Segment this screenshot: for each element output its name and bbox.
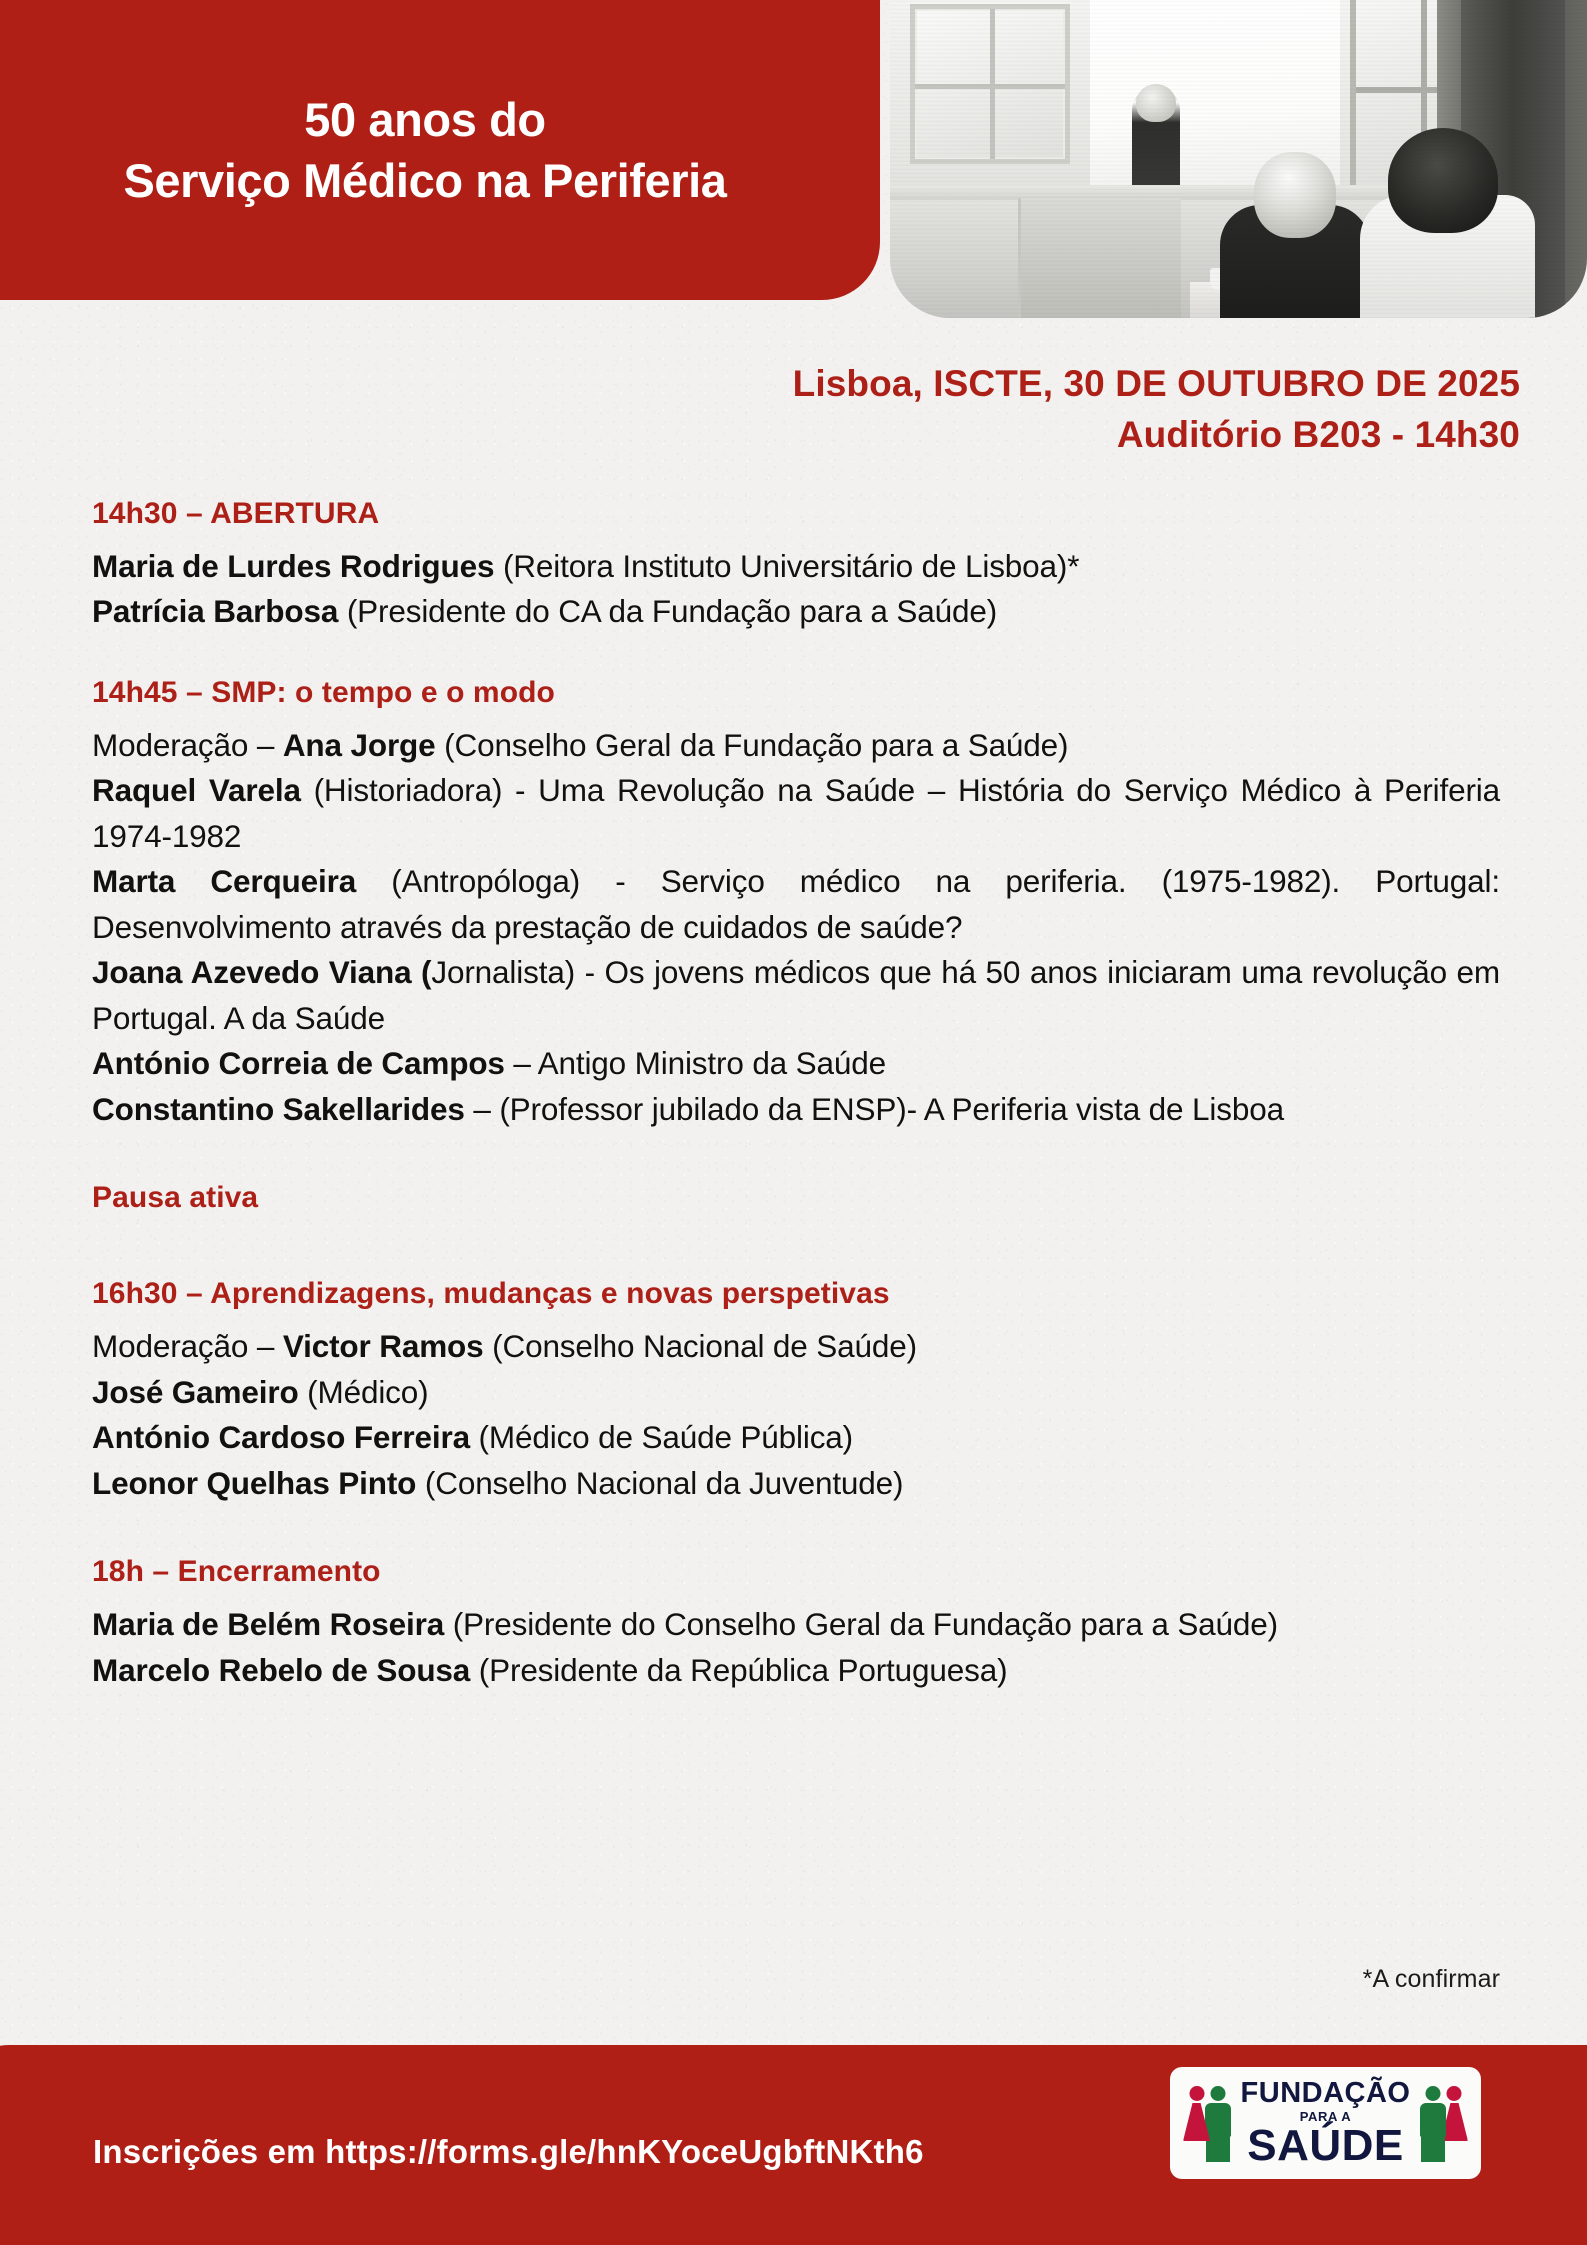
fundacao-para-a-saude-logo bbox=[1170, 2067, 1481, 2179]
speaker-role: (Conselho Nacional da Juventude) bbox=[416, 1464, 904, 1501]
speaker-name: Maria de Lurdes Rodrigues bbox=[92, 547, 495, 584]
registration-link[interactable]: Inscrições em https://forms.gle/hnKYoceUgbftNKth6 bbox=[93, 2133, 924, 2170]
confirmation-footnote: *A confirmar bbox=[1362, 1965, 1500, 1993]
section-heading: 16h30 – Aprendizagens, mudanças e novas perspetivas bbox=[92, 1277, 890, 1311]
program-entry bbox=[92, 1370, 1500, 1416]
speaker-name: Marta Cerqueira bbox=[92, 863, 357, 900]
speaker-role: (Médico) bbox=[298, 1373, 429, 1410]
program-section-smp bbox=[92, 673, 1500, 1133]
logo-man-icon bbox=[1418, 2084, 1448, 2162]
section-heading: Pausa ativa bbox=[92, 1181, 259, 1215]
speaker-name: Marcelo Rebelo de Sousa bbox=[92, 1651, 471, 1688]
logo-figure-pair-left bbox=[1182, 2084, 1233, 2162]
logo-figure-pair-right bbox=[1418, 2084, 1469, 2162]
poster-header bbox=[0, 0, 1587, 320]
speaker-role: Jornalista) - Os jovens médicos que há 50 anos iniciaram uma revolução em Portugal. A da Saúde bbox=[92, 954, 1500, 1036]
spacer bbox=[92, 1506, 1500, 1552]
logo-woman-icon bbox=[1182, 2084, 1212, 2162]
program-section-abertura bbox=[92, 494, 1500, 635]
spacer bbox=[92, 1218, 1500, 1274]
section-heading: 14h45 – SMP: o tempo e o modo bbox=[92, 675, 555, 709]
program-entry bbox=[92, 1648, 1500, 1694]
speaker-name: Patrícia Barbosa bbox=[92, 593, 339, 630]
speaker-name: Victor Ramos bbox=[282, 1328, 484, 1365]
spacer bbox=[92, 635, 1500, 673]
speaker-role: (Presidente do CA da Fundação para a Saúde) bbox=[338, 593, 998, 630]
program-entry bbox=[92, 1041, 1500, 1087]
program-entry bbox=[92, 1461, 1500, 1507]
speaker-role: (Presidente do Conselho Geral da Fundação para a Saúde) bbox=[444, 1606, 1278, 1643]
program-section-pausa bbox=[92, 1178, 1500, 1218]
program-entry bbox=[92, 1415, 1500, 1461]
photo-scene bbox=[890, 0, 1587, 318]
program-entry bbox=[92, 859, 1500, 950]
moderation-label: Moderação – bbox=[92, 726, 283, 763]
speaker-name: Maria de Belém Roseira bbox=[92, 1606, 445, 1643]
program-entry bbox=[92, 1087, 1500, 1133]
poster-title-block bbox=[0, 0, 880, 300]
speaker-role: (Antropóloga) - Serviço médico na periferia. (1975-1982). Portugal: Desenvolvimento através da prestação de cuidados de saúde? bbox=[92, 863, 1500, 945]
program-entry bbox=[92, 544, 1500, 590]
poster-footer bbox=[0, 2045, 1587, 2245]
speaker-name: Ana Jorge bbox=[282, 726, 436, 763]
speaker-role: (Historiadora) - Uma Revolução na Saúde – História do Serviço Médico à Periferia 1974-1982 bbox=[92, 772, 1500, 854]
speaker-name: Raquel Varela bbox=[92, 772, 301, 809]
program-entry bbox=[92, 950, 1500, 1041]
logo-line-mid: PARA A bbox=[1299, 2108, 1352, 2124]
event-location-date: Lisboa, ISCTE, 30 DE OUTUBRO DE 2025 bbox=[792, 363, 1520, 404]
moderation-label: Moderação – bbox=[92, 1328, 283, 1365]
photo-film-grain bbox=[890, 0, 1587, 318]
speaker-role: (Conselho Nacional de Saúde) bbox=[483, 1328, 917, 1365]
speaker-name: Leonor Quelhas Pinto bbox=[92, 1464, 417, 1501]
program-entry bbox=[92, 589, 1500, 635]
program-schedule bbox=[92, 494, 1500, 1693]
logo-line-bottom: SAÚDE bbox=[1247, 2120, 1404, 2170]
archival-photo bbox=[890, 0, 1587, 318]
program-entry bbox=[92, 1602, 1500, 1648]
speaker-name: António Correia de Campos bbox=[92, 1045, 505, 1082]
speaker-role: (Conselho Geral da Fundação para a Saúde) bbox=[435, 726, 1069, 763]
logo-line-top: FUNDAÇÃO bbox=[1240, 2076, 1411, 2109]
spacer bbox=[92, 1132, 1500, 1178]
program-entry bbox=[92, 1324, 1500, 1370]
program-section-encerramento bbox=[92, 1552, 1500, 1693]
speaker-role: (Presidente da República Portuguesa) bbox=[470, 1651, 1008, 1688]
speaker-role: – (Professor jubilado da ENSP)- A Periferia vista de Lisboa bbox=[464, 1090, 1284, 1127]
poster-title-line-1: 50 anos do bbox=[304, 92, 546, 146]
program-section-aprendizagens bbox=[92, 1274, 1500, 1506]
speaker-name: Constantino Sakellarides bbox=[92, 1090, 465, 1127]
speaker-role: – Antigo Ministro da Saúde bbox=[504, 1045, 886, 1082]
program-entry bbox=[92, 723, 1500, 769]
event-venue-time: Auditório B203 - 14h30 bbox=[1116, 414, 1520, 456]
program-entry bbox=[92, 768, 1500, 859]
logo-wordmark bbox=[1240, 2076, 1411, 2170]
speaker-role: (Reitora Instituto Universitário de Lisboa)* bbox=[494, 547, 1080, 584]
poster-title-line-2: Serviço Médico na Periferia bbox=[123, 154, 727, 207]
section-heading: 14h30 – ABERTURA bbox=[92, 497, 380, 530]
speaker-name: António Cardoso Ferreira bbox=[92, 1419, 470, 1456]
speaker-role: (Médico de Saúde Pública) bbox=[469, 1419, 854, 1456]
section-heading: 18h – Encerramento bbox=[92, 1555, 381, 1589]
event-details bbox=[0, 358, 1520, 460]
speaker-name: José Gameiro bbox=[92, 1373, 299, 1410]
speaker-name: Joana Azevedo Viana ( bbox=[92, 954, 432, 991]
